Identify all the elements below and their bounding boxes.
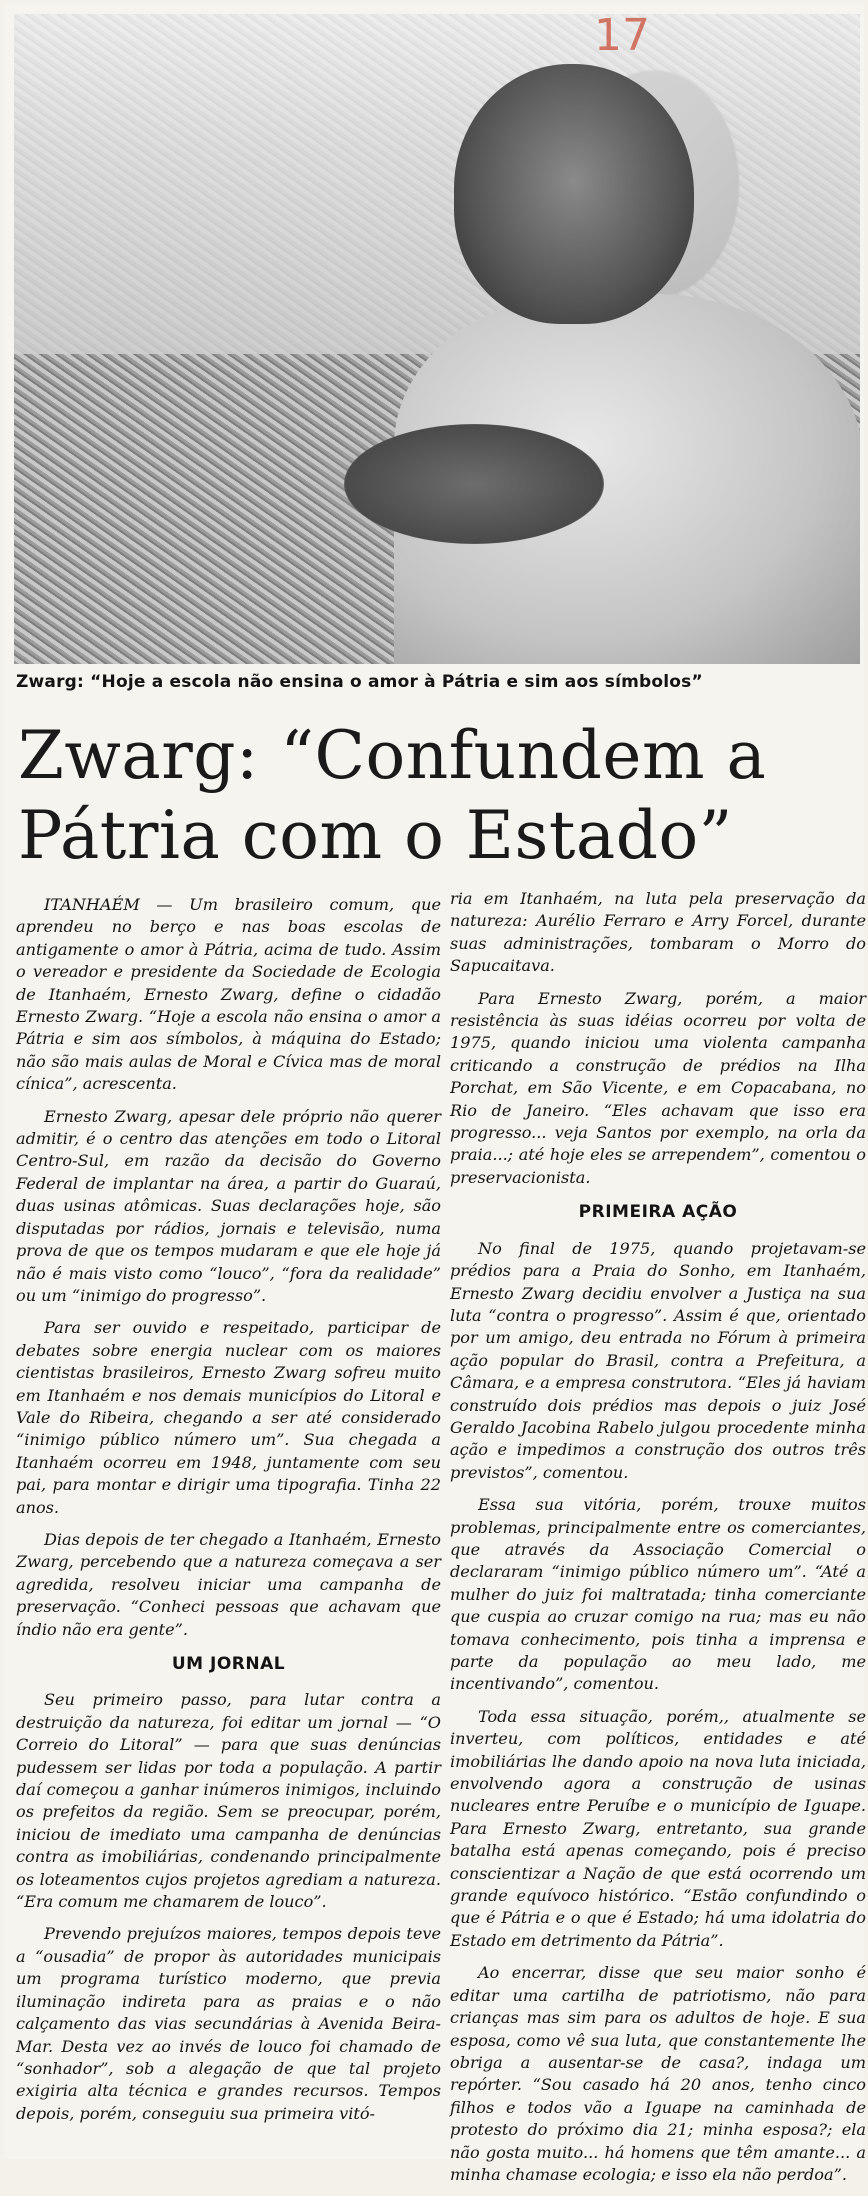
photo-caption: Zwarg: “Hoje a escola não ensina o amor à Pátria e sim aos símbolos” [16,672,703,692]
paragraph: Para ser ouvido e respeitado, participar de debates sobre energia nuclear com os maiores cientistas brasileiros, Ernesto Zwarg sofreu muito em Itanhaém e nos demais municípios do Litoral e Vale do Ribeira, chegando a ser até considerado “inimigo público número um”. Sua chegada a Itanhaém ocorreu em 1948, juntamente com seu pai, para montar e dirigir uma tipografia. Tinha 22 anos. [16,1318,441,1517]
paragraph: Toda essa situação, porém,, atualmente se inverteu, com políticos, entidades e até imobiliárias lhe dando apoio na nova luta iniciada, envolvendo agora a construção de usinas nucleares entre Peruíbe e o município de Iguape. Para Ernesto Zwarg, entretanto, sua grande batalha está apenas começando, pois é preciso conscientizar a Nação de que está ocorrendo um grande equívoco histórico. “Estão confundindo o que é Pátria e o que é Estado; há uma idolatria do Estado em detrimento da Pátria”. [450,1706,866,1950]
article-column-right [450,888,866,2196]
paragraph: Ernesto Zwarg, apesar dele próprio não querer admitir, é o centro das atenções em todo o Litoral Centro-Sul, em razão da decisão do Governo Federal de implantar na área, a partir do Guaraú, duas usinas atômicas. Suas declarações hoje, são disputadas por rádios, jornais e televisão, numa prova de que os tempos mudaram e que ele hoje já não é mais visto como “louco”, “fora da realidade” ou um “inimigo do progresso”. [16,1106,441,1305]
portrait-photo [14,14,860,664]
headline-line-2: Pátria com o Estado” [18,797,733,874]
paragraph: ITANHAÉM — Um brasileiro comum, que aprendeu no berço e nas boas escolas de antigamente o amor à Pátria, acima de tudo. Assim o vereador e presidente da Sociedade de Ecologia de Itanhaém, Ernesto Zwarg, define o cidadão Ernesto Zwarg. “Hoje a escola não ensina o amor a Pátria e sim aos símbolos, à máquina do Estado; não são mais aulas de Moral e Cívica mas de moral cínica”, acrescenta. [16,895,441,1094]
paragraph: Essa sua vitória, porém, trouxe muitos problemas, principalmente entre os comerciantes, que através da Associação Comercial o declararam “inimigo público número um”. “Até a mulher do juiz foi maltratada; tinha comerciante que cuspia ao cruzar comigo na rua; mas eu não tomava conhecimento, pois tinha a imprensa e parte da população ao meu lado, me incentivando”, comentou. [450,1495,866,1694]
photo-subject-hands [344,424,604,544]
section-title-um-jornal: UM JORNAL [171,1654,286,1674]
paragraph: No final de 1975, quando projetavam-se prédios para a Praia do Sonho, em Itanhaém, Ernesto Zwarg decidiu envolver a Justiça na sua luta “contra o progresso”. Assim é que, orientado por um amigo, deu entrada no Fórum à primeira ação popular do Brasil, contra a Prefeitura, a Câmara, e a empresa construtora. “Eles já haviam construído dois prédios mas depois o juiz José Geraldo Jacobina Rabelo julgou procedente minha ação e impedimos a construção dos outros três previstos”, comentou. [450,1238,866,1482]
newspaper-clipping [4,4,866,2184]
photo-subject-head [454,64,694,324]
article-column-left [16,894,441,2135]
paragraph: ria em Itanhaém, na luta pela preservação da natureza: Aurélio Ferraro e Arry Forcel, durante suas administrações, tombaram o Morro do Sapucaitava. [450,889,866,976]
headline-line-1: Zwarg: “Confundem a [18,717,767,794]
photo-background-wall [14,14,860,354]
paragraph: Prevendo prejuízos maiores, tempos depois teve a “ousadia” de propor às autoridades municipais um programa turístico moderno, que previa iluminação indireta para as praias e o não calçamento das vias secundárias à Avenida Beira-Mar. Desta vez ao invés de louco foi chamado de “sonhador”, sob a alegação de que tal projeto exigiria alta técnica e grandes recursos. Tempos depois, porém, conseguiu sua primeira vitó- [16,1924,441,2123]
paragraph: Para Ernesto Zwarg, porém, a maior resistência às suas idéias ocorreu por volta de 1975, quando iniciou uma violenta campanha criticando a construção de prédios na Ilha Porchat, em São Vicente, e em Copacabana, no Rio de Janeiro. “Eles achavam que isso era progresso... veja Santos por exemplo, na orla da praia...; até hoje eles se arrependem”, comentou o preservacionista. [450,988,866,1187]
paragraph: Ao encerrar, disse que seu maior sonho é editar uma cartilha de patriotismo, não para crianças mas sim para os adultos de hoje. E sua esposa, como vê sua luta, que constantemente lhe obriga a ausentar-se de casa?, indaga um repórter. “Sou casado há 20 anos, tenho cinco filhos e todos vão a Iguape na caminhada de protesto do próximo dia 21; minha esposa?; ela não gosta muito... há homens que têm amante... a minha chamase ecologia; e isso ela não perdoa”. [450,1963,866,2184]
handwritten-mark: 17 [594,10,650,61]
headline [18,716,858,876]
section-title-primeira-acao: PRIMEIRA AÇÃO [578,1202,738,1223]
paragraph: Seu primeiro passo, para lutar contra a destruição da natureza, foi editar um jornal — “O Correio do Litoral” — para que suas denúncias pudessem ser lidas por toda a população. A partir daí começou a ganhar inúmeros inimigos, incluindo os prefeitos da região. Sem se preocupar, porém, iniciou de imediato uma campanha de denúncias contra as imobiliárias, condenando principalmente os loteamentos cujos projetos agrediam a natureza. “Era comum me chamarem de louco”. [16,1690,441,1912]
paragraph: Dias depois de ter chegado a Itanhaém, Ernesto Zwarg, percebendo que a natureza começava a ser agredida, resolveu iniciar uma campanha de preservação. “Conheci pessoas que achavam que índio não era gente”. [16,1529,441,1639]
